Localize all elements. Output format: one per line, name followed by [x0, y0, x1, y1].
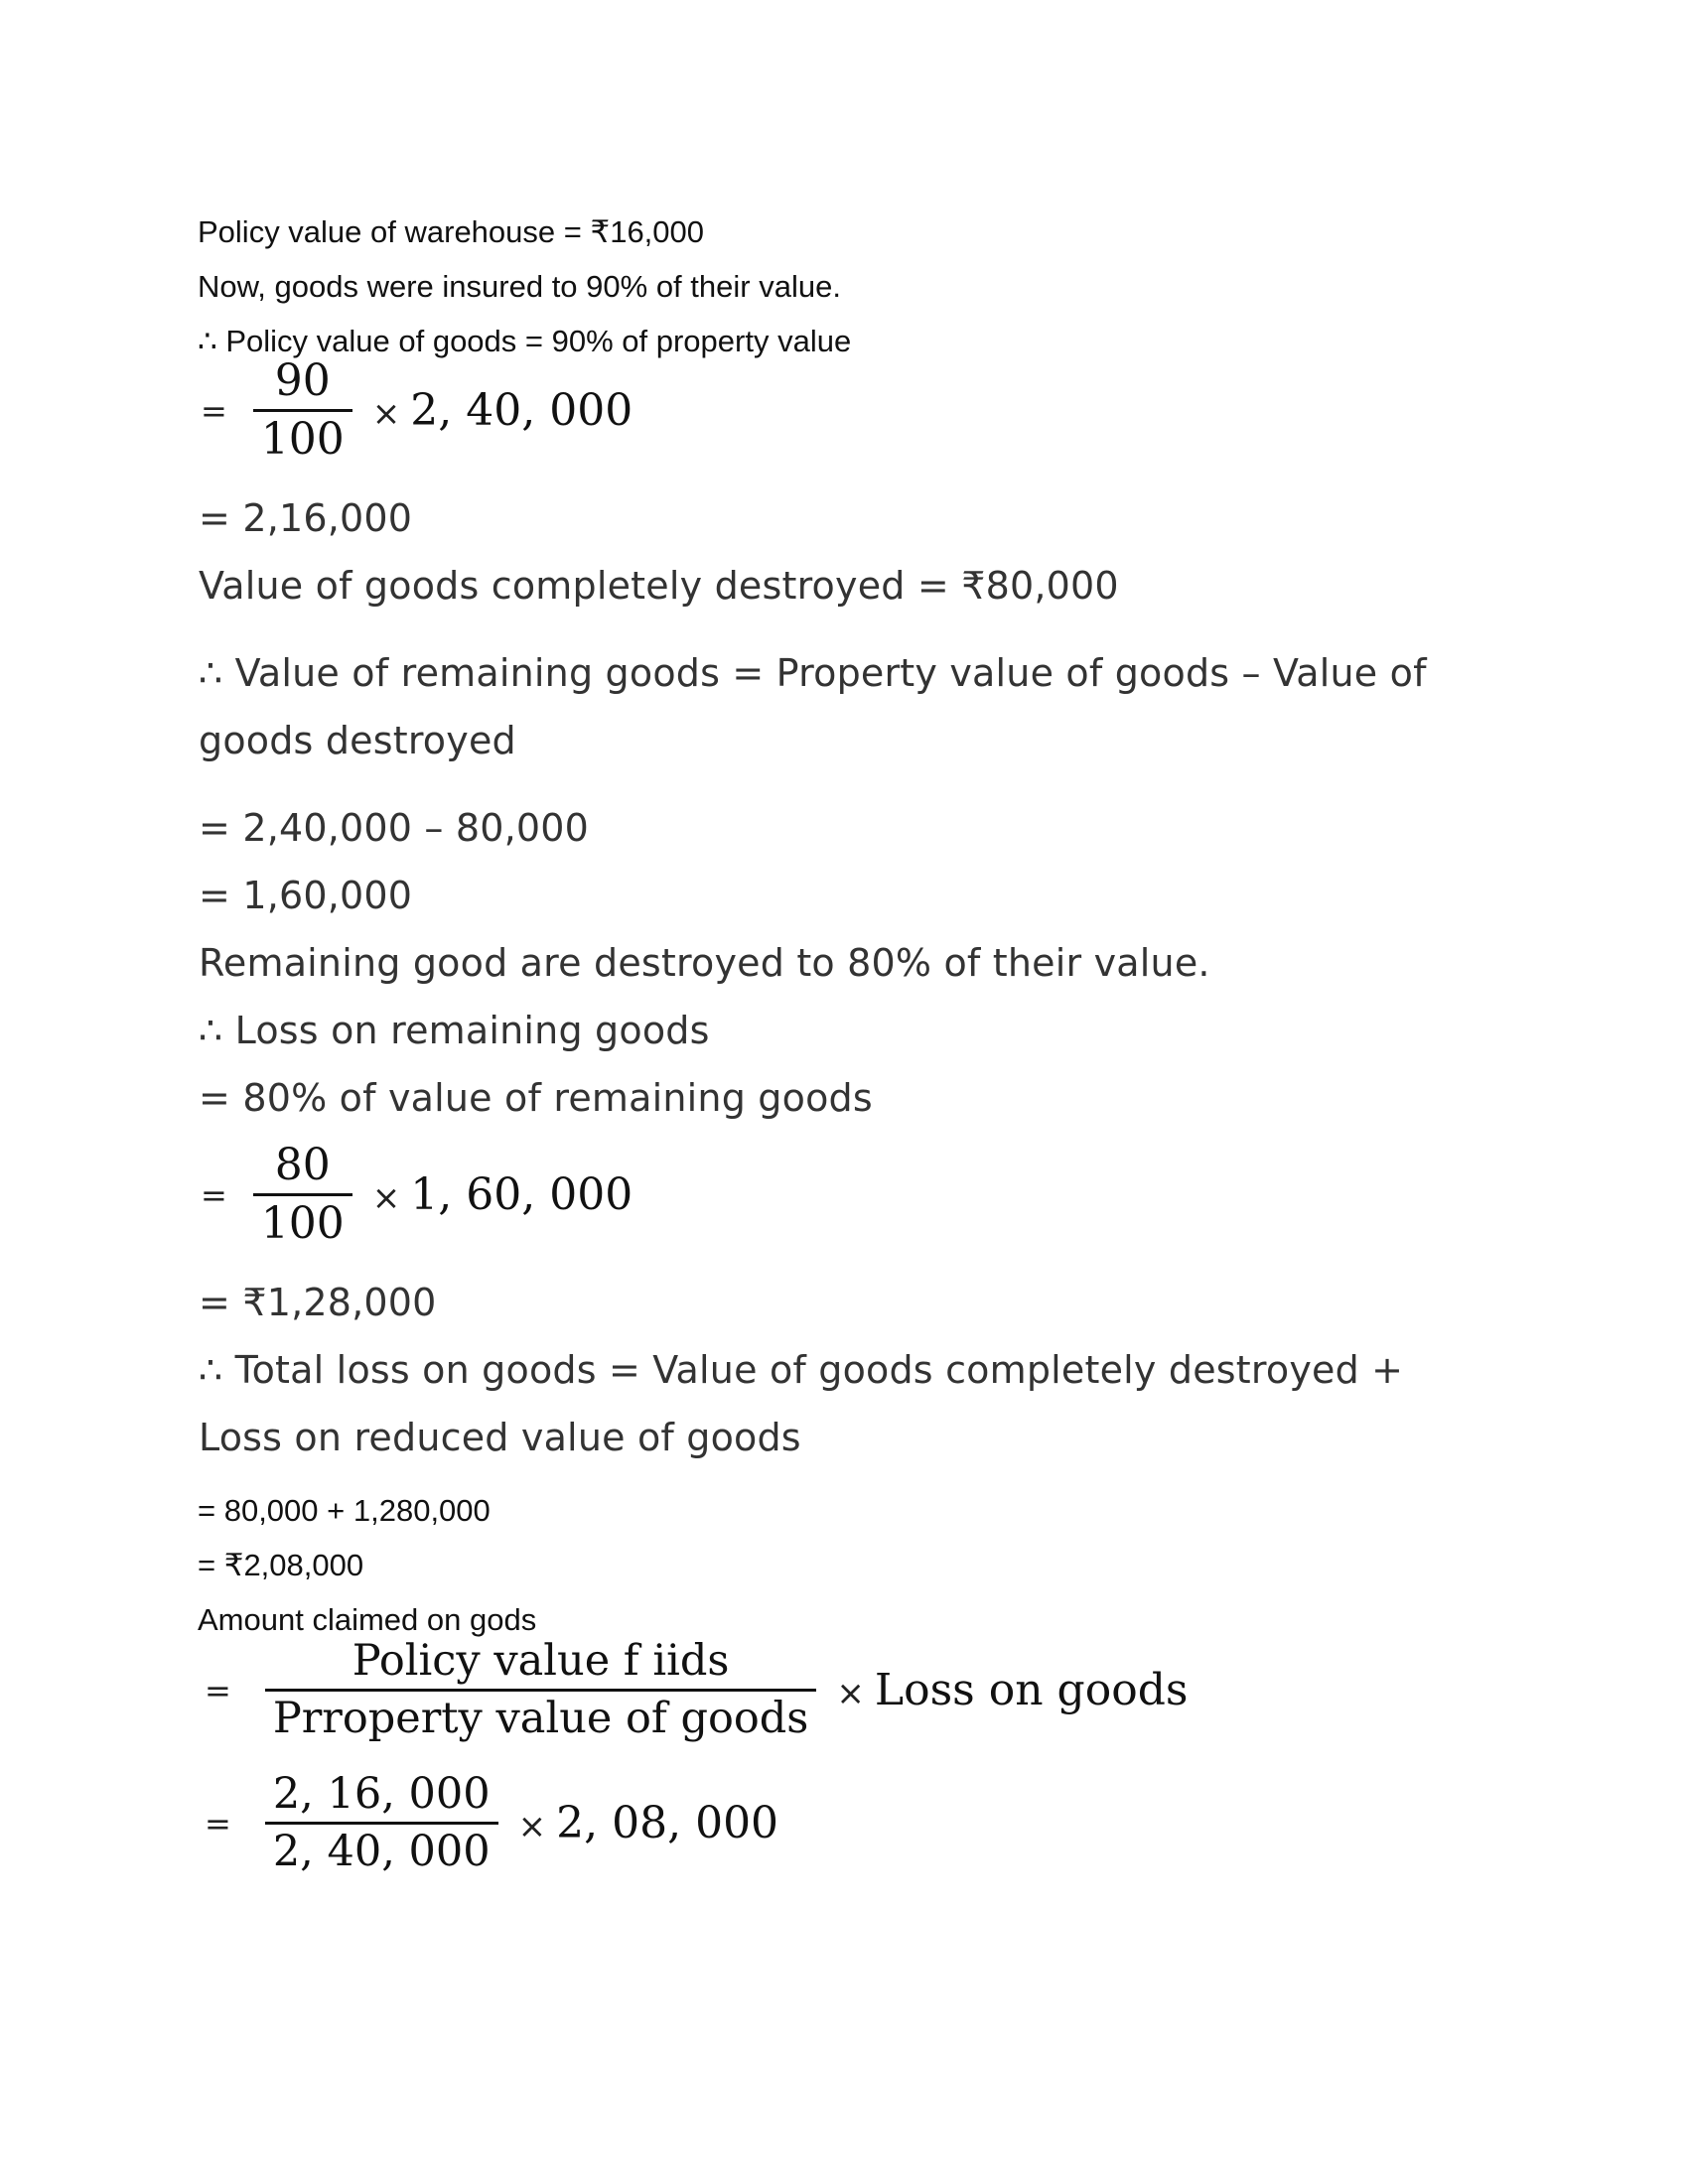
fraction	[265, 1769, 498, 1876]
multiplier-term	[372, 385, 633, 436]
times-sign: ×	[836, 1674, 865, 1713]
text-line: Value of goods completely destroyed = ₹80,000	[199, 564, 1119, 608]
fraction-denominator: Prroperty value of goods	[265, 1689, 817, 1740]
text-line: = 2,40,000 – 80,000	[199, 806, 590, 850]
text-line: goods destroyed	[199, 719, 516, 762]
fraction-numerator: 90	[274, 355, 331, 406]
fraction	[253, 355, 352, 465]
text-line: = 80,000 + 1,280,000	[198, 1493, 491, 1528]
multiplier-value: 1, 60, 000	[410, 1169, 633, 1220]
text-line: Now, goods were insured to 90% of their value.	[198, 269, 841, 304]
text-line: = ₹2,08,000	[198, 1548, 364, 1582]
text-line: ∴ Loss on remaining goods	[199, 1009, 710, 1052]
equals-sign: =	[205, 1804, 231, 1843]
fraction-denominator: 100	[253, 409, 352, 462]
times-sign: ×	[517, 1807, 547, 1846]
times-sign: ×	[371, 1178, 401, 1218]
equation-fraction	[205, 1636, 1189, 1743]
multiplier-value: Loss on goods	[874, 1665, 1189, 1715]
multiplier-term	[836, 1665, 1188, 1715]
fraction-numerator: 80	[274, 1140, 331, 1190]
fraction-denominator: 100	[253, 1193, 352, 1246]
fraction-denominator: 2, 40, 000	[265, 1822, 498, 1873]
multiplier-term	[518, 1798, 778, 1848]
equation-fraction	[201, 1140, 633, 1249]
fraction-numerator: 2, 16, 000	[272, 1769, 491, 1819]
text-line: = ₹1,28,000	[199, 1281, 437, 1324]
text-line: = 1,60,000	[199, 874, 413, 917]
equals-sign: =	[201, 391, 227, 430]
equation-fraction	[201, 355, 633, 465]
text-line: Policy value of warehouse = ₹16,000	[198, 214, 705, 249]
fraction	[253, 1140, 352, 1249]
text-line: Loss on reduced value of goods	[199, 1416, 801, 1459]
text-line: = 80% of value of remaining goods	[199, 1076, 873, 1120]
text-line: Remaining good are destroyed to 80% of their value.	[199, 941, 1210, 985]
equals-sign: =	[201, 1175, 227, 1214]
text-line: ∴ Policy value of goods = 90% of property value	[198, 324, 852, 358]
multiplier-term	[372, 1169, 633, 1220]
equation-fraction	[205, 1769, 779, 1876]
equals-sign: =	[205, 1671, 231, 1709]
times-sign: ×	[371, 394, 401, 434]
text-line: ∴ Total loss on goods = Value of goods completely destroyed +	[199, 1348, 1404, 1392]
multiplier-value: 2, 40, 000	[410, 385, 633, 436]
text-line: = 2,16,000	[199, 496, 413, 540]
fraction-numerator: Policy value f iids	[352, 1636, 730, 1686]
text-line: ∴ Value of remaining goods = Property value of goods – Value of	[199, 651, 1427, 695]
text-line: Amount claimed on gods	[198, 1602, 537, 1637]
fraction	[265, 1636, 817, 1743]
multiplier-value: 2, 08, 000	[556, 1798, 779, 1848]
